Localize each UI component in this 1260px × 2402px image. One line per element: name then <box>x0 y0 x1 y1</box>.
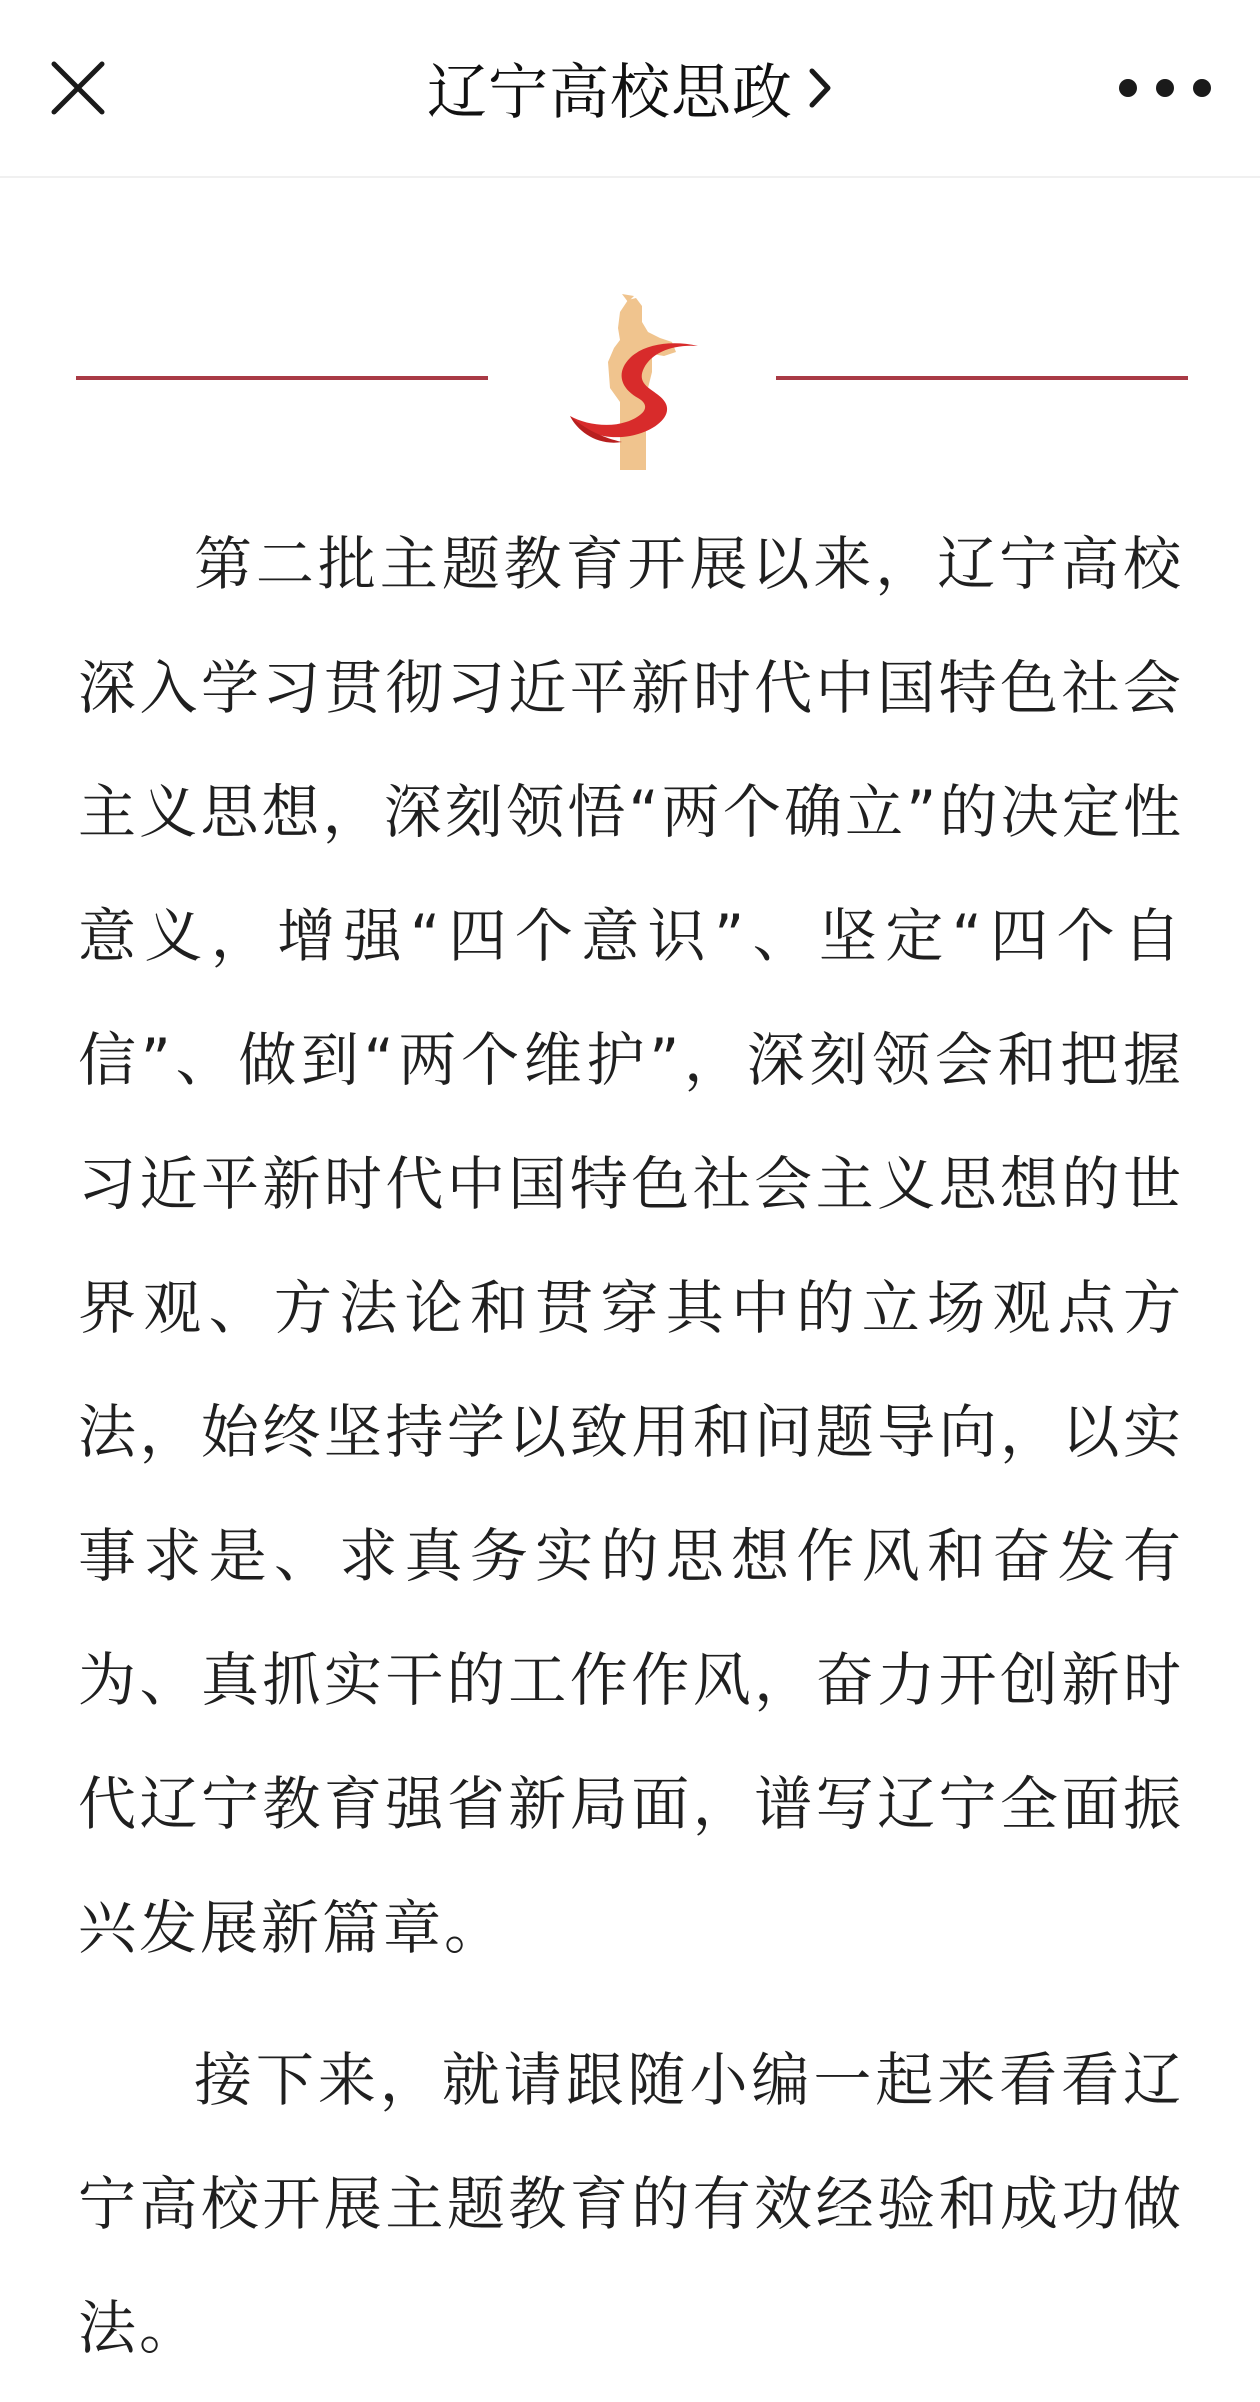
top-navigation-bar <box>0 0 1260 178</box>
article-paragraph-2: 接下来，就请跟随小编一起来看看辽宁高校开展主题教育的有效经验和成功做法。 <box>78 2046 1184 2362</box>
divider-line-left <box>76 376 488 380</box>
account-title-link[interactable] <box>200 40 1060 136</box>
close-button[interactable] <box>30 40 126 136</box>
divider-line-right <box>776 376 1188 380</box>
more-options-button[interactable] <box>1100 40 1230 136</box>
account-name: 辽宁高校思政 <box>427 58 793 128</box>
close-icon <box>48 58 108 118</box>
article-paragraph-1: 第二批主题教育开展以来，辽宁高校深入学习贯彻习近平新时代中国特色社会主义思想，深刻领悟“两个确立”的决定性意义，增强“四个意识”、坚定“四个自信”、做到“两个维护”，深刻领会和把握习近平新时代中国特色社会主义思想的世界观、方法论和贯穿其中的立场观点方法，始终坚持学以致用和问题导向，以实事求是、求真务实的思想作风和奋发有为、真抓实干的工作作风，奋力开创新时代辽宁教育强省新局面，谱写辽宁全面振兴发展新篇章。 <box>78 530 1184 1962</box>
article-body <box>78 502 1184 2390</box>
section-divider <box>76 292 1188 472</box>
chevron-right-icon <box>807 66 833 110</box>
monument-ribbon-icon <box>548 292 716 472</box>
more-dots-icon <box>1110 76 1220 100</box>
